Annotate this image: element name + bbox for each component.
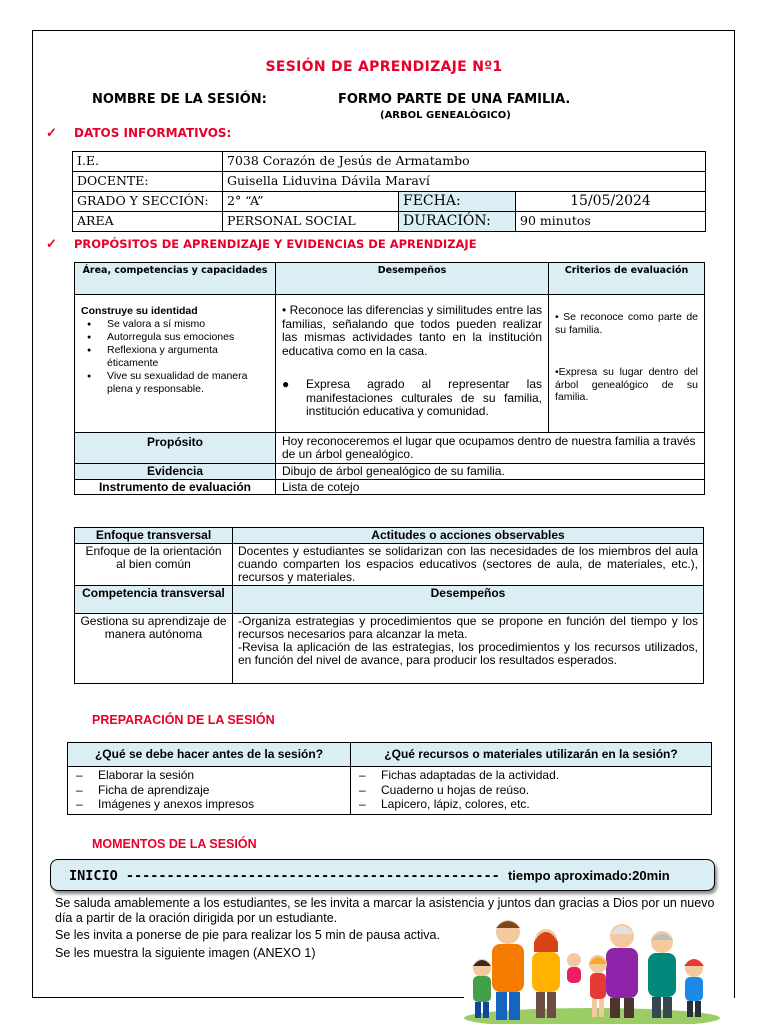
session-name: FORMO PARTE DE UNA FAMILIA. (338, 92, 571, 107)
proposito-value: Hoy reconoceremos el lugar que ocupamos dentro de nuestra familia a través de un árbol genealógico. (276, 433, 705, 464)
checkmark-icon: ✓ (46, 125, 57, 140)
desempenos-cell (276, 295, 549, 433)
enfoque-text: Docentes y estudiantes se solidarizan con las necesidades de los miembros del aula cuando comparten los espacios educativos (sectores de aula, de materiales, etc.), recursos y materiales. (233, 544, 704, 586)
col-desempenos-header: Desempeños (276, 263, 549, 295)
propositos-table (74, 262, 705, 495)
competencia-desempeno-2: -Revisa la aplicación de las estrategias, los procedimientos y los recursos utilizados, en función del nivel de avance, para producir los resultados esperados. (238, 640, 698, 667)
docente-value: Guisella Liduvina Dávila Maraví (223, 172, 706, 192)
area-label: AREA (73, 212, 223, 232)
competencia-name: Construye su identidad (81, 305, 198, 317)
competencia-desempeno-1: -Organiza estrategias y procedimientos que se propone en función del tiempo y los recursos necesarios para alcanzar la meta. (238, 614, 698, 641)
desempeno-2: Expresa agrado al representar las manifestaciones culturales de su familia, institución educativa y comunidad. (306, 377, 542, 418)
recursos-list (355, 768, 707, 812)
list-item: – Cuaderno u hojas de reúso. (355, 783, 707, 798)
recursos-col-header: ¿Qué recursos o materiales utilizarán en la sesión? (351, 743, 712, 767)
recursos-cell (351, 767, 712, 815)
actitudes-col-header: Actitudes o acciones observables (233, 528, 704, 544)
bullet-icon: ● (282, 377, 290, 391)
inicio-time: tiempo aproximado:20min (507, 868, 670, 883)
duracion-value: 90 minutos (516, 212, 706, 232)
preparacion-heading: PREPARACIÓN DE LA SESIÓN (92, 713, 275, 727)
datos-heading: DATOS INFORMATIVOS: (74, 126, 232, 140)
area-value: PERSONAL SOCIAL (223, 212, 399, 232)
inicio-dashes: ---------------------------------------------- (125, 868, 500, 884)
antes-col-header: ¿Qué se debe hacer antes de la sesión? (68, 743, 351, 767)
session-title: SESIÓN DE APRENDIZAJE Nº1 (265, 59, 503, 75)
inicio-label: INICIO (69, 868, 118, 884)
inicio-paragraph-3: Se les muestra la siguiente imagen (ANEXO 1) (55, 946, 316, 960)
desempeno-2-row (282, 378, 542, 419)
preparacion-table (67, 742, 712, 815)
desempenos-transversal-label: Desempeños (233, 586, 704, 614)
competencia-transversal-label: Competencia transversal (75, 586, 233, 614)
list-item: – Elaborar la sesión (72, 768, 346, 783)
ie-label: I.E. (73, 152, 223, 172)
list-item: – Ficha de aprendizaje (72, 783, 346, 798)
instrumento-value: Lista de cotejo (276, 480, 705, 495)
instrumento-label: Instrumento de evaluación (75, 480, 276, 495)
capacidades-list (81, 318, 269, 396)
datos-table (72, 151, 706, 232)
col-criterios-header: Criterios de evaluación (549, 263, 705, 295)
grado-label: GRADO Y SECCIÓN: (73, 192, 223, 212)
desempeno-1: • Reconoce las diferencias y similitudes entre las familias, señalando que todos pueden realizar las mismas actividades tanto en la institución educativa como en la casa. (282, 303, 542, 358)
competencias-cell (75, 295, 276, 433)
list-item: ● Vive su sexualidad de manera plena y responsable. (81, 370, 269, 396)
propositos-heading: PROPÓSITOS DE APRENDIZAJE Y EVIDENCIAS DE APRENDIZAJE (74, 237, 477, 251)
boy-figure (473, 959, 491, 1018)
criterio-1: • Se reconoce como parte de su familia. (555, 311, 698, 336)
session-subtitle: (ARBOL GENEALÒGICO) (380, 110, 511, 121)
antes-list (72, 768, 346, 812)
girl-figure (589, 955, 607, 1017)
duracion-label: DURACIÓN: (399, 212, 516, 232)
criterios-cell (549, 295, 705, 433)
grado-value: 2° “A” (223, 192, 399, 212)
list-item: – Lapicero, lápiz, colores, etc. (355, 797, 707, 812)
col-area-header: Área, competencias y capacidades (75, 263, 276, 295)
session-name-label: NOMBRE DE LA SESIÓN: (92, 92, 267, 107)
docente-label: DOCENTE: (73, 172, 223, 192)
mother-figure (532, 929, 560, 1018)
enfoque-col-header: Enfoque transversal (75, 528, 233, 544)
list-item: – Fichas adaptadas de la actividad. (355, 768, 707, 783)
list-item: ● Se valora a sí mismo (81, 318, 269, 331)
page-frame-bottom-edge (32, 997, 464, 998)
baby-figure (567, 953, 581, 983)
fecha-label: FECHA: (399, 192, 516, 212)
inicio-paragraph-1: Se saluda amablemente a los estudiantes, se les invita a marcar la asistencia y juntos dan gracias a Dios por un nuevo día a partir de la oración dirigida por un estudiante. (55, 896, 715, 925)
proposito-label: Propósito (75, 433, 276, 464)
grandmother-figure (606, 924, 638, 1018)
evidencia-label: Evidencia (75, 464, 276, 480)
list-item: ● Reflexiona y argumenta éticamente (81, 344, 269, 370)
inicio-bar (50, 859, 715, 891)
enfoque-name: Enfoque de la orientación al bien común (75, 544, 233, 586)
inicio-paragraph-2: Se les invita a ponerse de pie para realizar los 5 min de pausa activa. (55, 928, 440, 942)
evidencia-value: Dibujo de árbol genealógico de su familia. (276, 464, 705, 480)
criterio-2: •Expresa su lugar dentro del árbol genealógico de su familia. (555, 366, 698, 403)
father-figure (492, 920, 524, 1020)
competencia-transversal-name: Gestiona su aprendizaje de manera autónoma (75, 614, 233, 684)
antes-cell (68, 767, 351, 815)
list-item: ● Autorregula sus emociones (81, 331, 269, 344)
competencia-transversal-text (233, 614, 704, 684)
family-illustration (462, 912, 722, 1024)
list-item: – Imágenes y anexos impresos (72, 797, 346, 812)
momentos-heading: MOMENTOS DE LA SESIÓN (92, 837, 257, 851)
child-with-cap-figure (684, 959, 704, 1017)
fecha-value: 15/05/2024 (516, 192, 706, 212)
enfoque-table (74, 527, 704, 684)
ie-value: 7038 Corazón de Jesús de Armatambo (223, 152, 706, 172)
grandfather-figure (648, 931, 676, 1018)
checkmark-icon: ✓ (46, 236, 57, 251)
